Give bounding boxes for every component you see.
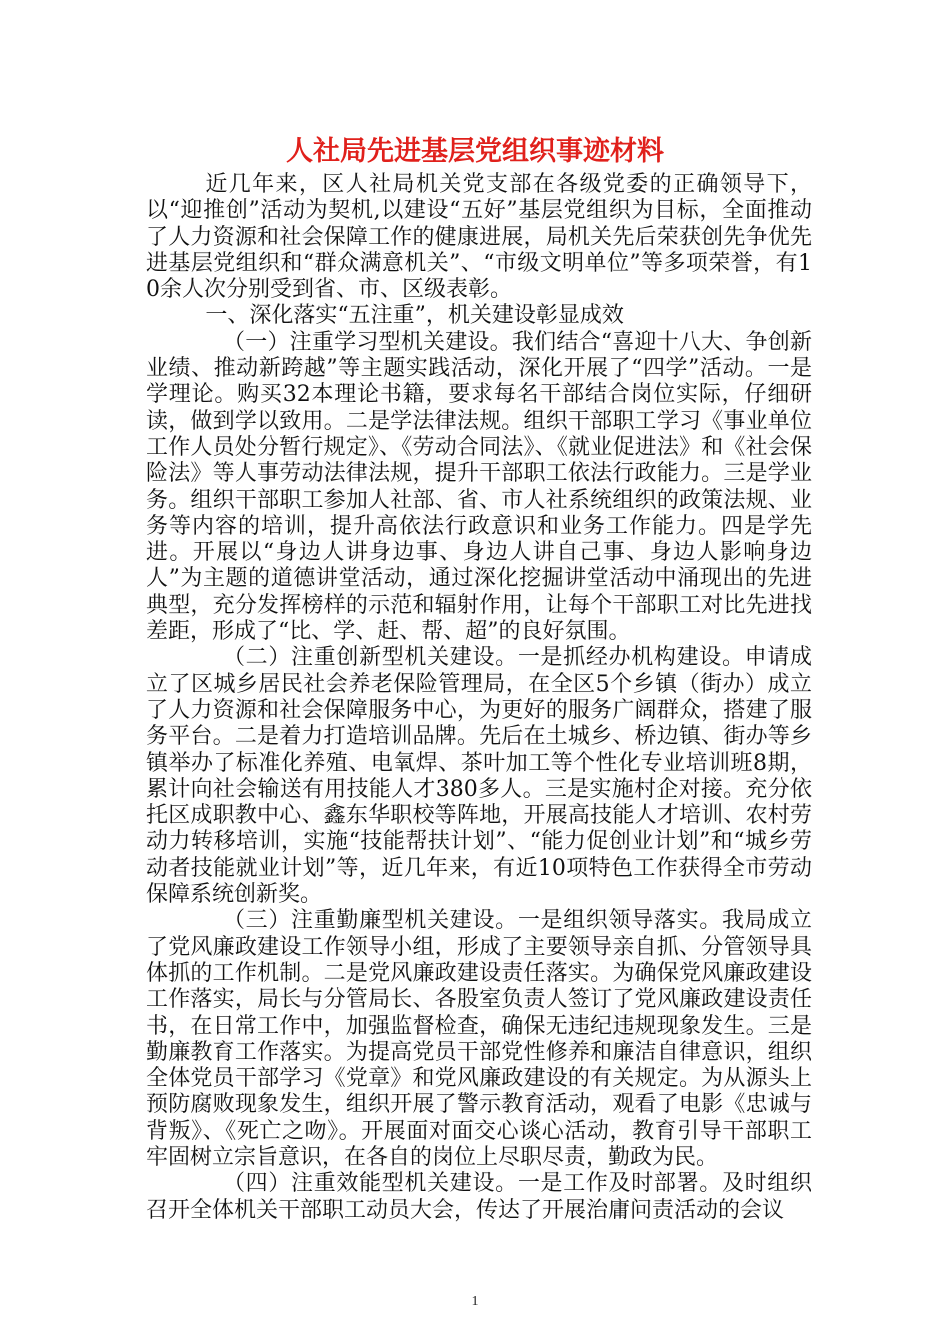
document-title: 人社局先进基层党组织事迹材料 [286, 136, 664, 167]
section-heading-1: 一、深化落实“五注重”，机关建设彰显成效 [205, 303, 624, 329]
paragraph-integrity: （三）注重勤廉型机关建设。一是组织领导落实。我局成立了党风廉政建设工作领导小组，形成了主要领导亲自抓、分管领导具体抓的工作机制。二是党风廉政建设责任落实。为确保党风廉政建设工作落实，局长与分管局长、各股室负责人签订了党风廉政建设责任书，在日常工作中，加强监督检查，确保无违纪违规现象发生。三是勤廉教育工作落实。为提高党员干部党性修养和廉洁自律意识，组织全体党员干部学习《党章》和党风廉政建设的有关规定。为从源头上预防腐败现象发生，组织开展了警示教育活动，观看了电影《忠诚与背叛》、《死亡之吻》。开展面对面交心谈心活动，教育引导干部职工牢固树立宗旨意识，在各自的岗位上尽职尽责，勤政为民。 [146, 908, 812, 1170]
document-body [146, 172, 812, 1224]
paragraph-learning: （一）注重学习型机关建设。我们结合“喜迎十八大、争创新业绩、推动新跨越”等主题实践活动，深化开展了“四学”活动。一是学理论。购买32本理论书籍，要求每名干部结合岗位实际，仔细研读，做到学以致用。二是学法律法规。组织干部职工学习《事业单位工作人员处分暂行规定》、《劳动合同法》、《就业促进法》和《社会保险法》等人事劳动法律法规，提升干部职工依法行政能力。三是学业务。组织干部职工参加人社部、省、市人社系统组织的政策法规、业务等内容的培训，提升高依法行政意识和业务工作能力。四是学先进。开展以“身边人讲身边事、身边人讲自己事、身边人影响身边人”为主题的道德讲堂活动，通过深化挖掘讲堂活动中涌现出的先进典型，充分发挥榜样的示范和辐射作用，让每个干部职工对比先进找差距，形成了“比、学、赶、帮、超”的良好氛围。 [146, 329, 812, 645]
paragraph-intro: 近几年来，区人社局机关党支部在各级党委的正确领导下，以“迎推创”活动为契机,以建设“五好”基层党组织为目标，全面推动了人力资源和社会保障工作的健康进展，局机关先后荣获创先争优先进基层党组织和“群众满意机关”、“市级文明单位”等多项荣誉，有10余人次分别受到省、市、区级表彰。 [146, 172, 812, 303]
paragraph-innovation: （二）注重创新型机关建设。一是抓经办机构建设。申请成立了区城乡居民社会养老保险管理局，在全区5个乡镇（街办）成立了人力资源和社会保障服务中心，为更好的服务广阔群众，搭建了服务平台。二是着力打造培训品牌。先后在土城乡、桥边镇、街办等乡镇举办了标准化养殖、电氧焊、茶叶加工等个性化专业培训班8期，累计向社会输送有用技能人才380多人。三是实施村企对接。充分依托区成职教中心、鑫东华职校等阵地，开展高技能人才培训、农村劳动力转移培训，实施“技能帮扶计划”、“能力促创业计划”和“城乡劳动者技能就业计划”等，近几年来，有近10项特色工作获得全市劳动保障系统创新奖。 [146, 645, 812, 908]
paragraph-efficiency: （四）注重效能型机关建设。一是工作及时部署。及时组织召开全体机关干部职工动员大会，传达了开展治庸问责活动的会议 [146, 1171, 812, 1223]
page-number: 1 [471, 1294, 479, 1309]
